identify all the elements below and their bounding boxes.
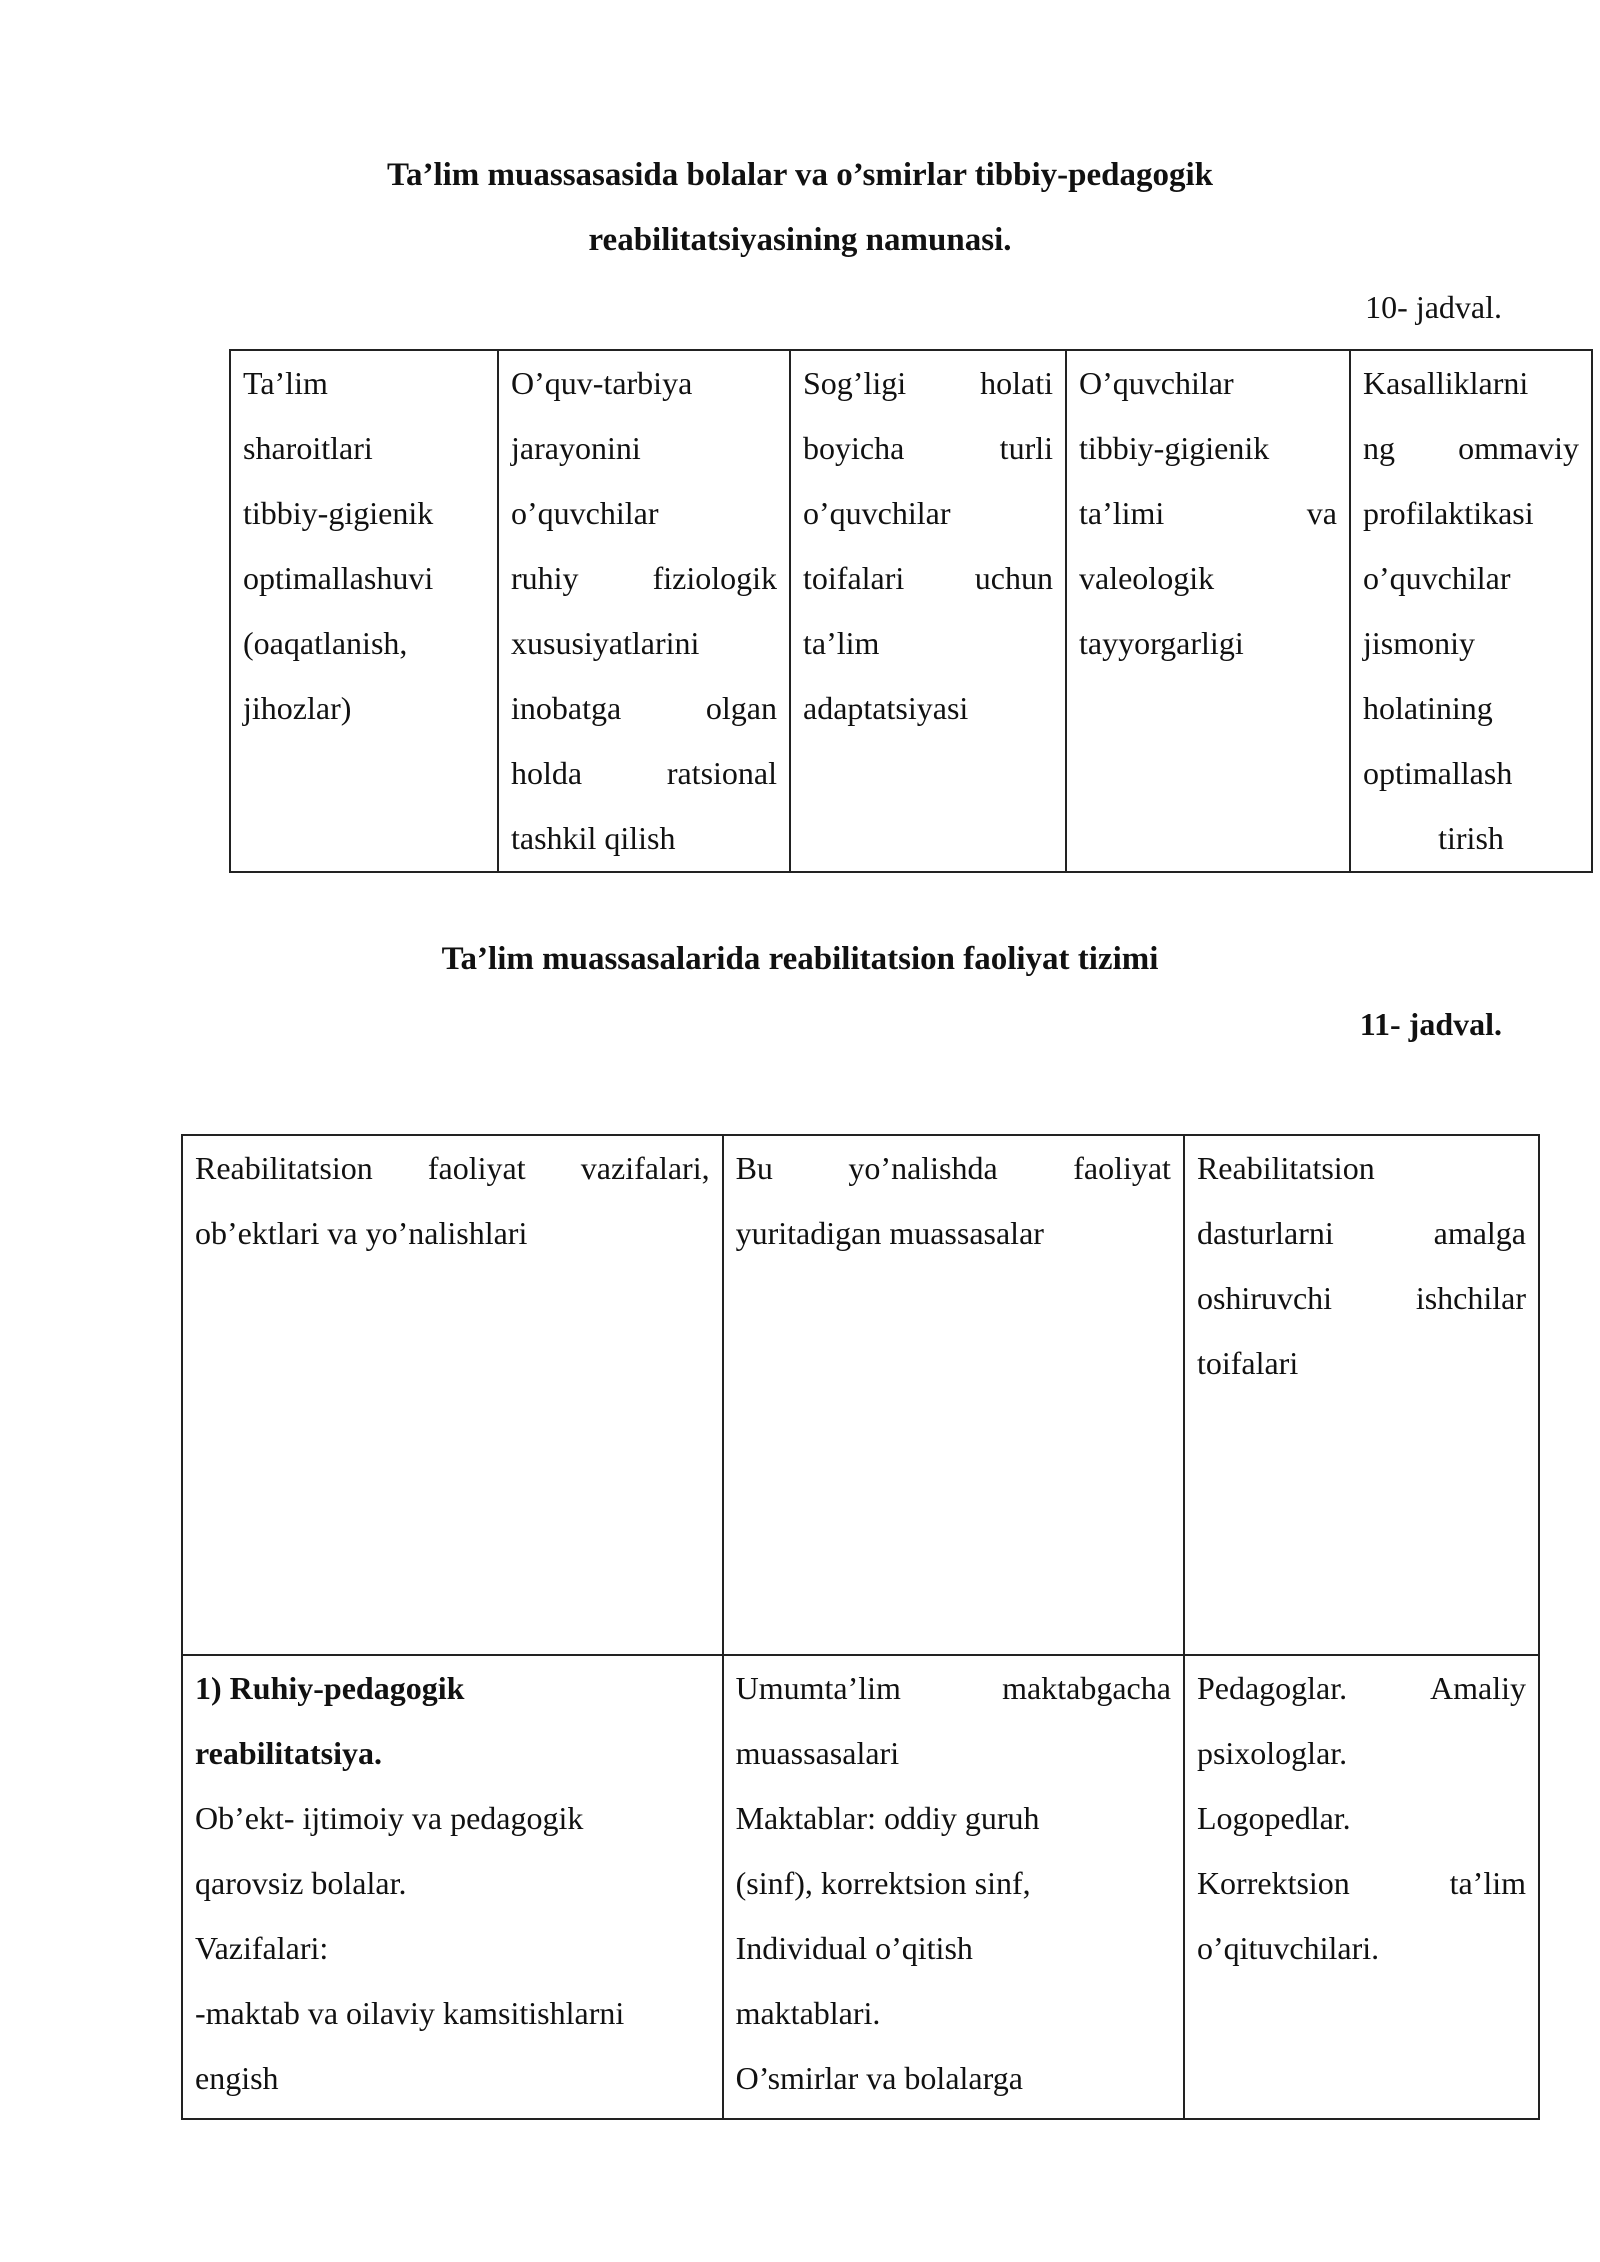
table-11-header-3: Reabilitatsion dasturlarni amalga oshiruvchi ishchilar toifalari (1184, 1135, 1539, 1655)
heading-2: Ta’lim muassasalarida reabilitatsion faoliyat tizimi (441, 941, 1159, 977)
table-header-row (182, 1135, 1539, 1655)
table-row (230, 350, 1592, 872)
table-11-cell-1: 1) Ruhiy-pedagogik reabilitatsiya. Ob’ekt- ijtimoiy va pedagogik qarovsiz bolalar. Vazifalari: -maktab va oilaviy kamsitishlarni engish (182, 1655, 723, 2119)
table-10-cell-2: O’quv-tarbiya jarayonini o’quvchilar ruhiy fiziologik xususiyatlarini inobatga olgan holda ratsional tashkil qilish (498, 350, 790, 872)
table-11-label: 11- jadval. (1359, 1006, 1502, 1042)
table-row (182, 1655, 1539, 2119)
table-11-cell-2: Umumta’lim maktabgacha muassasalari Maktablar: oddiy guruh (sinf), korrektsion sinf, Individual o’qitish maktablari. O’smirlar va bolalarga (723, 1655, 1184, 2119)
heading-line-1: Ta’lim muassasasida bolalar va o’smirlar tibbiy-pedagogik (386, 157, 1214, 193)
table-11-header-2: Bu yo’nalishda faoliyat yuritadigan muassasalar (723, 1135, 1184, 1655)
table-11-header-1: Reabilitatsion faoliyat vazifalari, ob’ektlari va yo’nalishlari (182, 1135, 723, 1655)
heading-line-2: reabilitatsiyasining namunasi. (588, 222, 1012, 258)
table-10-cell-5: Kasalliklarni ng ommaviy profilaktikasi o’quvchilar jismoniy holatining optimallash tirish (1350, 350, 1592, 872)
table-10-cell-4: O’quvchilar tibbiy-gigienik ta’limi va valeologik tayyorgarligi (1066, 350, 1350, 872)
table-10-label: 10- jadval. (1365, 289, 1502, 325)
table-10-cell-3: Sog’ligi holati boyicha turli o’quvchilar toifalari uchun ta’lim adaptatsiyasi (790, 350, 1066, 872)
table-11 (181, 1134, 1540, 2120)
table-10-cell-1: Ta’lim sharoitlari tibbiy-gigienik optimallashuvi (oaqatlanish, jihozlar) (230, 350, 498, 872)
table-10 (229, 349, 1593, 873)
table-11-cell-3: Pedagoglar. Amaliy psixologlar. Logopedlar. Korrektsion ta’lim o’qituvchilari. (1184, 1655, 1539, 2119)
